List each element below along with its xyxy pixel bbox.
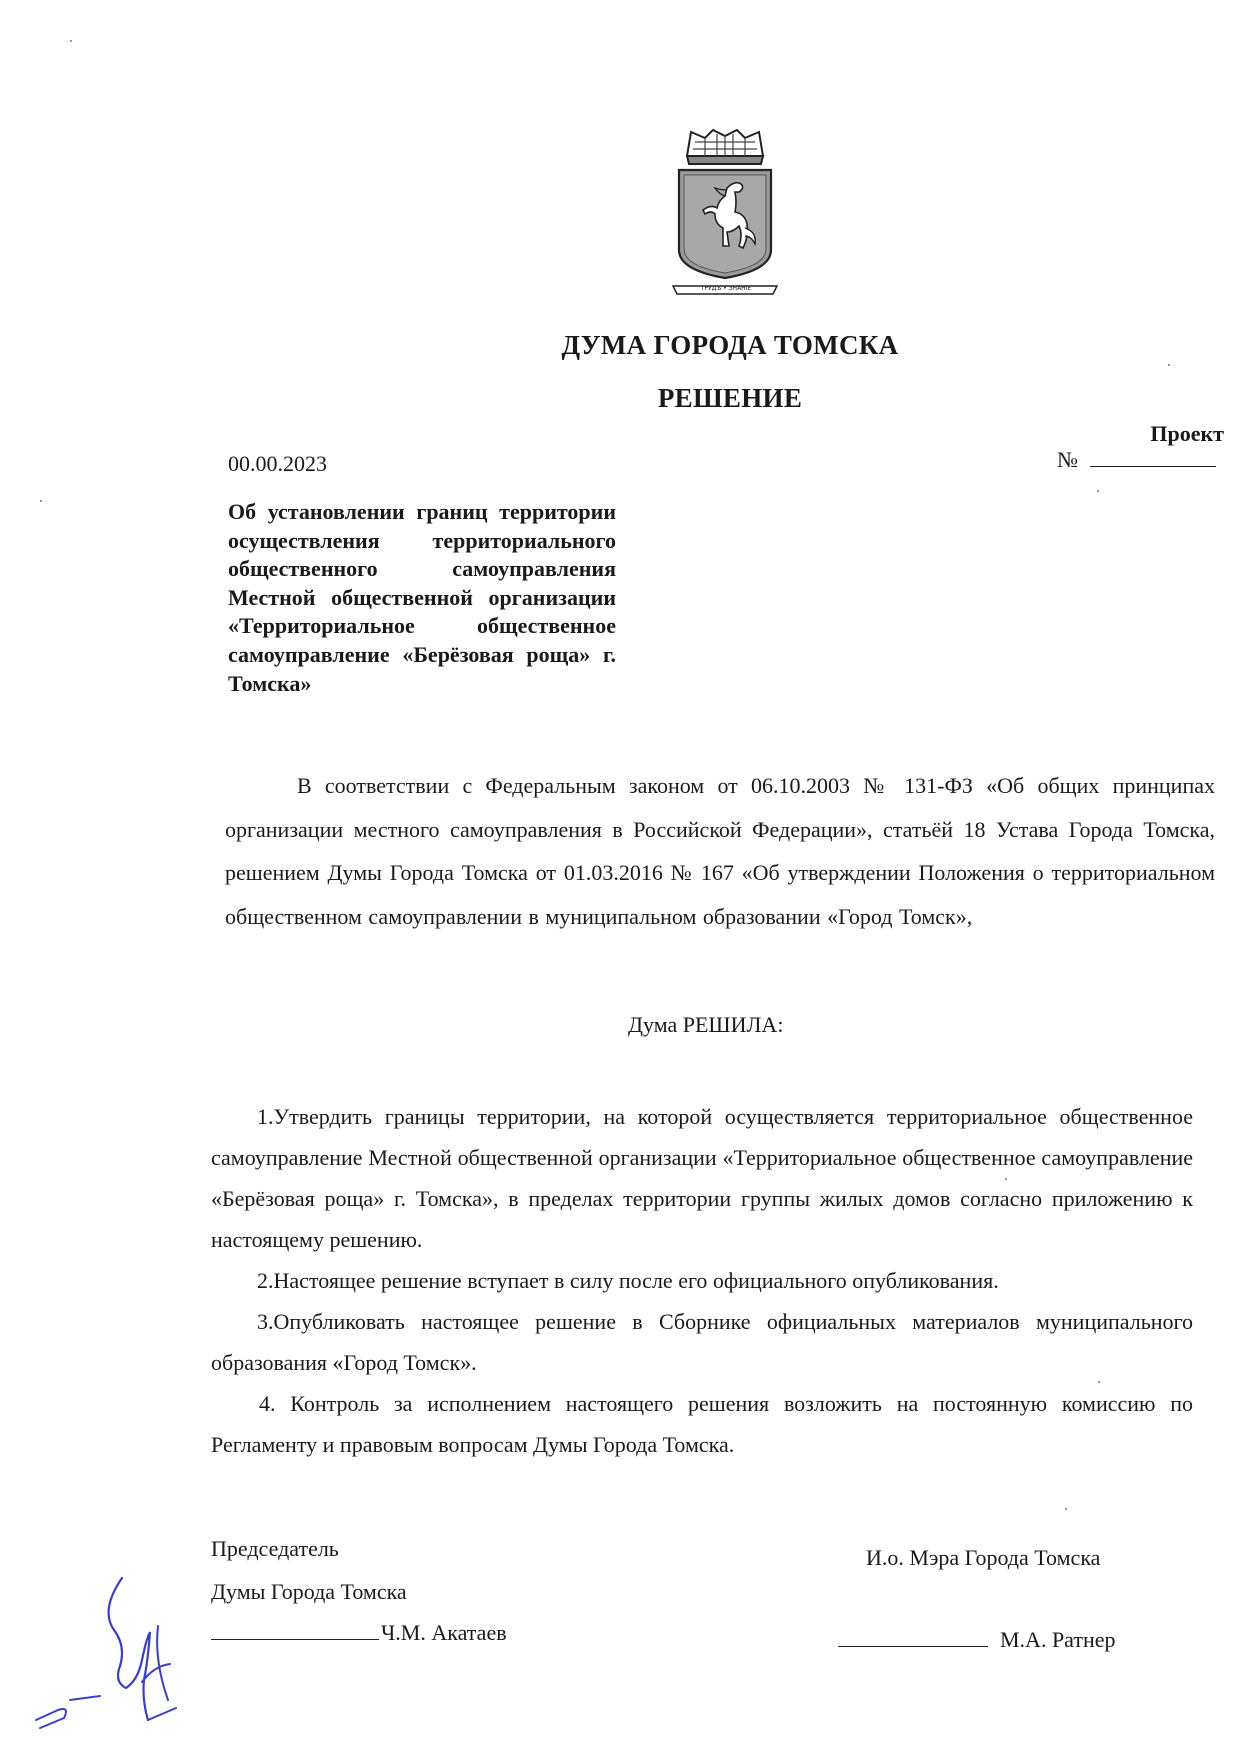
chair-title-line2: Думы Города Томска	[211, 1579, 407, 1604]
resolved-heading: Дума РЕШИЛА:	[628, 1012, 784, 1037]
document-date: 00.00.2023	[228, 451, 327, 476]
scan-speck	[1065, 1508, 1067, 1510]
resolution-point: 3.Опубликовать настоящее решение в Сборнике официальных материалов муниципального образования «Город Томск».	[211, 1309, 1193, 1375]
draft-label: Проект	[1150, 421, 1224, 446]
document-number	[1057, 447, 1216, 473]
mayor-title: И.о. Мэра Города Томска	[866, 1545, 1101, 1570]
preamble-paragraph: В соответствии с Федеральным законом от 06.10.2003 № 131-ФЗ «Об общих принципах организации местного самоуправления в Российской Федерации», статьёй 18 Устава Города Томска, решением Думы Города Томска от 01.03.2016 № 167 «Об утверждении Положения о территориальном общественном самоуправлении в муниципальном образовании «Город Томск»,	[225, 773, 1215, 929]
number-blank-line	[1090, 466, 1216, 467]
mayor-signature-line	[838, 1627, 1116, 1653]
number-label: №	[1057, 447, 1078, 472]
scan-speck	[1098, 1381, 1100, 1383]
signature-blank-line	[211, 1639, 379, 1640]
chair-name: Ч.М. Акатаев	[381, 1620, 507, 1645]
resolution-point: 1.Утвердить границы территории, на которой осуществляется территориальное общественное самоуправление Местной общественной организации «Территориальное общественное самоуправление «Берёзовая роща» г. Томска», в пределах территории группы жилых домов согласно приложению к настоящему решению.	[211, 1104, 1193, 1252]
coat-ribbon-text: ТРУДЪ • ЗНАНIЕ	[700, 285, 752, 292]
scan-speck	[1005, 1178, 1007, 1180]
resolution-points	[211, 1096, 1193, 1465]
tomsk-coat-of-arms-icon	[665, 128, 785, 298]
mayor-name: М.А. Ратнер	[1000, 1627, 1116, 1652]
resolution-point: 2.Настоящее решение вступает в силу после его официального опубликования.	[257, 1268, 999, 1293]
document-subject: Об установлении границ территории осуществления территориального общественного самоуправления Местной общественной организации «Территориальное общественное самоуправление «Берёзовая роща» г. Томска»	[228, 499, 616, 696]
handwritten-signature	[30, 1570, 190, 1730]
organization-title: ДУМА ГОРОДА ТОМСКА	[561, 330, 899, 360]
signature-blank-line	[838, 1646, 988, 1647]
chair-title-line1: Председатель	[211, 1536, 339, 1561]
scan-speck	[1168, 364, 1170, 366]
scan-speck	[40, 500, 42, 502]
document-kind-title: РЕШЕНИЕ	[657, 383, 803, 413]
resolution-point: 4. Контроль за исполнением настоящего решения возложить на постоянную комиссию по Регламенту и правовым вопросам Думы Города Томска.	[211, 1391, 1193, 1457]
scan-speck	[1097, 490, 1099, 492]
scan-speck	[70, 40, 72, 42]
chair-signature-line	[211, 1620, 507, 1646]
